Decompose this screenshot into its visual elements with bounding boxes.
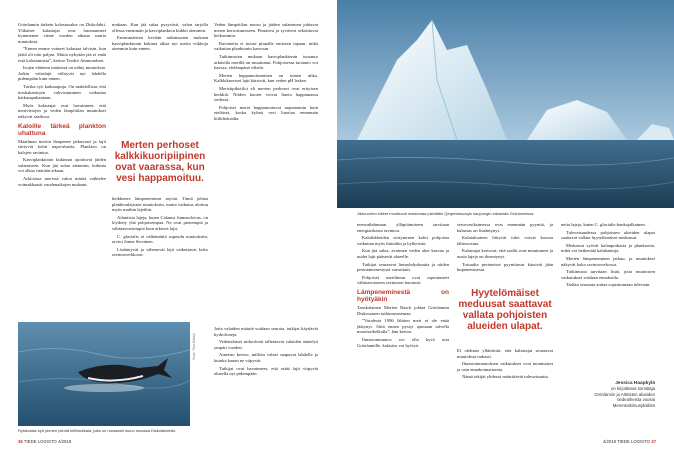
paragraph: Ilmastonmuutoksen vaikutukset ovat moninaiset ja osin ennakoimattomia. (457, 361, 553, 372)
author-box (561, 380, 655, 408)
magazine-name: TIEDE LOGISTO (617, 439, 651, 444)
paragraph: Aineisto kertoo, milloin valaat saapuvat lahdelle ja kuinka kauan ne viipyvät. (214, 352, 318, 363)
paragraph: Ravinteita ei nouse pinnalle entiseen tapaan, mikä vaikuttaa planktonin kasvuun. (214, 40, 318, 52)
paragraph: Pohjoiset meret happamoituvat nopeammin kuin eteläiset, koska kylmä vesi liuottaa enemmän hiilidioksidia. (214, 104, 318, 121)
paragraph: seisovasiksimessa ovat enemmän pyyntiä, ja kalastus on lisääntynyt. (457, 222, 553, 233)
paragraph: Tutkijat ovat havainneet, että eräät lajit viipyvät alueella nyt pidempään. (214, 365, 318, 377)
whale-photo-caption: Ryhävalas syö pienen pieniä krillirarkkaia, joita on runsaasti muun muassa Diskolahdella. (18, 428, 176, 433)
paragraph: Maailman meriin lämpenee jatkuvasti ja lajit siirtyvät kohti napa-alueita. Plankton on kalojen ravintoa. (18, 138, 106, 155)
paragraph: Tutkimusta tarvitaan lisää, jotta muutosten vaikutukset voidaan ennakoida. (561, 269, 655, 280)
right-column-3 (561, 222, 655, 372)
whale-photo (18, 322, 190, 426)
left-column-2 (112, 22, 208, 150)
paragraph: Merisiipikotilot eli merten perhoset ovat erityisen herkkiä. Niiden kuoret voivat liueta happamassa vedessä. (214, 85, 318, 103)
right-page (337, 0, 674, 450)
left-footer (18, 439, 71, 444)
paragraph: Toisaalta perinteiset pyyntitavat kärsivät jään hupenemisesta. (457, 261, 553, 273)
author-line: Grönlannin ja Arktisten alueiden (594, 391, 655, 397)
photo-credit: Kuva: Tiina Jääskö (192, 333, 196, 360)
paragraph: Merten lämpeneminen jatkuu, ja muutokset näkyvät koko ravintoverkossa. (561, 255, 655, 267)
paragraph: Atlantisia lajeja, kuten Calanus finmarchicus, on löydetty yhä pohjoisempaa. Ne ovat pienempiä ja vähärasvaisempia kuin arktiset lajit. (112, 214, 208, 231)
paragraph: Nämä tekijät yhdessä määrittävät tulevaisuutta. (462, 374, 549, 380)
pull-quote: Hyytelömäiset meduusat saattavat vallata pohjoisten alueiden ulapat. (458, 288, 552, 332)
paragraph: Lisääntyvät ja vähenevät lajit vaikuttavat koko ravintoverkkoon. (112, 246, 208, 258)
iceberg-photo (337, 0, 674, 208)
iceberg-photo-caption: Jäävuorten kiileet muuttuvat maisemaa päivittäin Qeqertarsuaqin kaupungin edustalla Grönlannissa. (357, 211, 535, 216)
paragraph: Kalastajat kertovat, että saaliit ovat muuttuneet ja uusia lajeja on ilmestynyt. (457, 248, 553, 259)
author-name: Jessica Haapkylä (615, 381, 655, 386)
issue: 4/2019 (57, 439, 72, 444)
paragraph: Arktisissa merissä valon määrä vaihtelee voimakkaasti vuodenaikojen mukaan. (18, 176, 106, 187)
paragraph: heikkenee lämpenemisen myötä. Tämä johtaa planktonlajiston muutoksiin, mutta vaikutus ulottuu myös muihin lajeihin. (112, 196, 208, 213)
right-footer (603, 439, 656, 444)
page-number: 36 (18, 439, 23, 444)
paragraph: Tutkijat seuraavat lintuyhdyskuntia ja niiden pesintämenestystä vuosittain. (357, 261, 449, 273)
paragraph: C. glacialis ei välttämättä sopeudu muutoksiin, arvioi Jonne Sievänen. (112, 233, 208, 245)
paragraph: ”Vuodesta 1996 lähtien meri ei ole enää jäätynyt. Siitä ennen pystyi ajamaan talvella moottorikelkalla”, hän kertoo. (357, 318, 449, 335)
paragraph: Vedenalaiset mikrofonit tallentavat valaiden ääntelyä ympäri vuoden. (214, 339, 318, 350)
paragraph: Kalatalouteen liittyvät tulot voivat kasvaa lähivuosina. (457, 235, 553, 246)
pull-quote: Merten perhoset kalkkikuoripiipinen ovat vaarassa, kun vesi happamoituu. (114, 140, 206, 184)
humpback-whale-image (18, 322, 190, 426)
paragraph: ”Ennen emme voineet kalastaa talvisin, kun jäätä oli niin paljon. Mutta nykyään jää ei enää estä kalastamista”, kertoo Teodor Ammondsen. (18, 46, 106, 63)
author-line: on kirjoittanut toimittaja (611, 386, 655, 392)
left-column-3 (214, 22, 318, 322)
paragraph: Meduusat syövät kalanpoikasia ja planktonia, mikä voi heikentää kalakantoja. (561, 242, 655, 254)
paragraph: Tarkka seuranta auttaa sopeutumaan tulevaan. (566, 282, 651, 288)
paragraph: Kalaliikkeiden siirtyminen kohti pohjoista vaikuttaa myös lintuihin ja hylkeisiin. (357, 235, 449, 246)
right-column-2 (457, 222, 553, 284)
right-column-2-continued (457, 348, 553, 430)
paragraph: Kun jää sulaa, avoimen veden alue kasvaa ja uudet lajit pääsevät alueelle. (357, 248, 449, 259)
paragraph: El olekaan yllättävää, että kalastajat seuraavat muutoksia tarkasti. (457, 348, 553, 359)
paragraph: neita lajeja, kuten C. glacialis-hankajalkainen. (561, 222, 646, 227)
paragraph: Veden lämpötilan nousu ja jäiden sulaminen johtavat meren kerrostumiseen. Pintavesi ja syvävesi sekoittuvat heikommin. (214, 22, 318, 39)
paragraph: Merten happamoituminen on toinen uhka. Kalkkikuoriset lajit kärsivät, kun veden pH laskee. (214, 72, 318, 84)
paragraph: Tanskalainen Morten Rasch johtaa Grönlannin Diskosaaren tutkimusasemaa. (357, 304, 449, 316)
subheading: Lämpeneminestä on hyötyäkin (357, 288, 449, 303)
paragraph: mukaan. Kun jää sulaa pysyvästi, valon tarjolla ollessa enemmän ja kasviplankton kukkii aiemmin. (112, 22, 208, 33)
paragraph: Isojen eläinten määrissä on nähty muutoksia. Jotkin valaslajit viihtyvät nyt lahdella pidempään kuin ennen. (18, 65, 106, 82)
paragraph: Grönlannin tärkein kalastusalue on Diskolahti. Ylikäiset kalastajat ovat huomanneet kymmenen viime vuoden aikana suuria muutoksia. (18, 22, 106, 44)
paragraph: Tutkimusten mukaan kasviplanktonin tuotanto arktisilla merillä on muuttunut. Pohjoisessa tuotanto voi kasvaa, etelämpänä vähetä. (214, 53, 318, 71)
author-line: tiedeaiheista vuosia (617, 397, 655, 403)
paragraph: Ensimmäisten kevään tutkimusten mukaan kasviplanktonin kukinta alkaa nyt useita viikkoja aiemmin kuin ennen. (112, 35, 208, 52)
paragraph: Myös kalastajat ovat havainneet, että merivirtojen ja veden lämpötilan muutokset näkyvät saaliissa. (18, 102, 106, 119)
paragraph: Turska syö katkarapuja. On mahdollista, että turskakantojen vahvistuminen vaikuttaa katkarapukantaan. (18, 83, 106, 101)
left-column-2-lower (214, 326, 318, 430)
left-column-2-continued (112, 196, 208, 316)
left-column-1 (18, 22, 106, 322)
paragraph: Tulevaisuudessa pohjoisten alueiden ulapat saattavat vallata hyytelömäiset meduusat. (561, 229, 655, 241)
author-line: Merentutkimusyksikkö (612, 402, 655, 408)
iceberg-image (337, 0, 674, 208)
paragraph: teenvaihdunnan ylläpitämiseen tarvitaan energiarikasta ravintoa. (357, 222, 449, 233)
magazine-name: TIEDE LOGISTO (23, 439, 57, 444)
issue: 4/2019 (602, 439, 617, 444)
page-number: 37 (651, 439, 656, 444)
paragraph: Pohjoiset merilinnut ovat sopeutuneet vähärasvaiseen ravintoon huonosti. (357, 274, 449, 286)
subheading: Kaloille tärkeä plankton uhattuna (18, 122, 106, 137)
paragraph: Jotta valaiden määriä voidaan seurata, tutkijat käyttävät hydrofoneja. (214, 326, 318, 337)
paragraph: Ilmastonmuutos voi olla hyvä asia Grönlannille, kalastus voi hyötyä. (357, 336, 449, 348)
right-column-1 (357, 222, 449, 430)
paragraph: Kasviplanktonin kukinnat ajoittuvat jäiden sulamiseen. Kun jää sulaa aiemmin, kukinta voi alkaa väärään aikaan. (18, 157, 106, 174)
